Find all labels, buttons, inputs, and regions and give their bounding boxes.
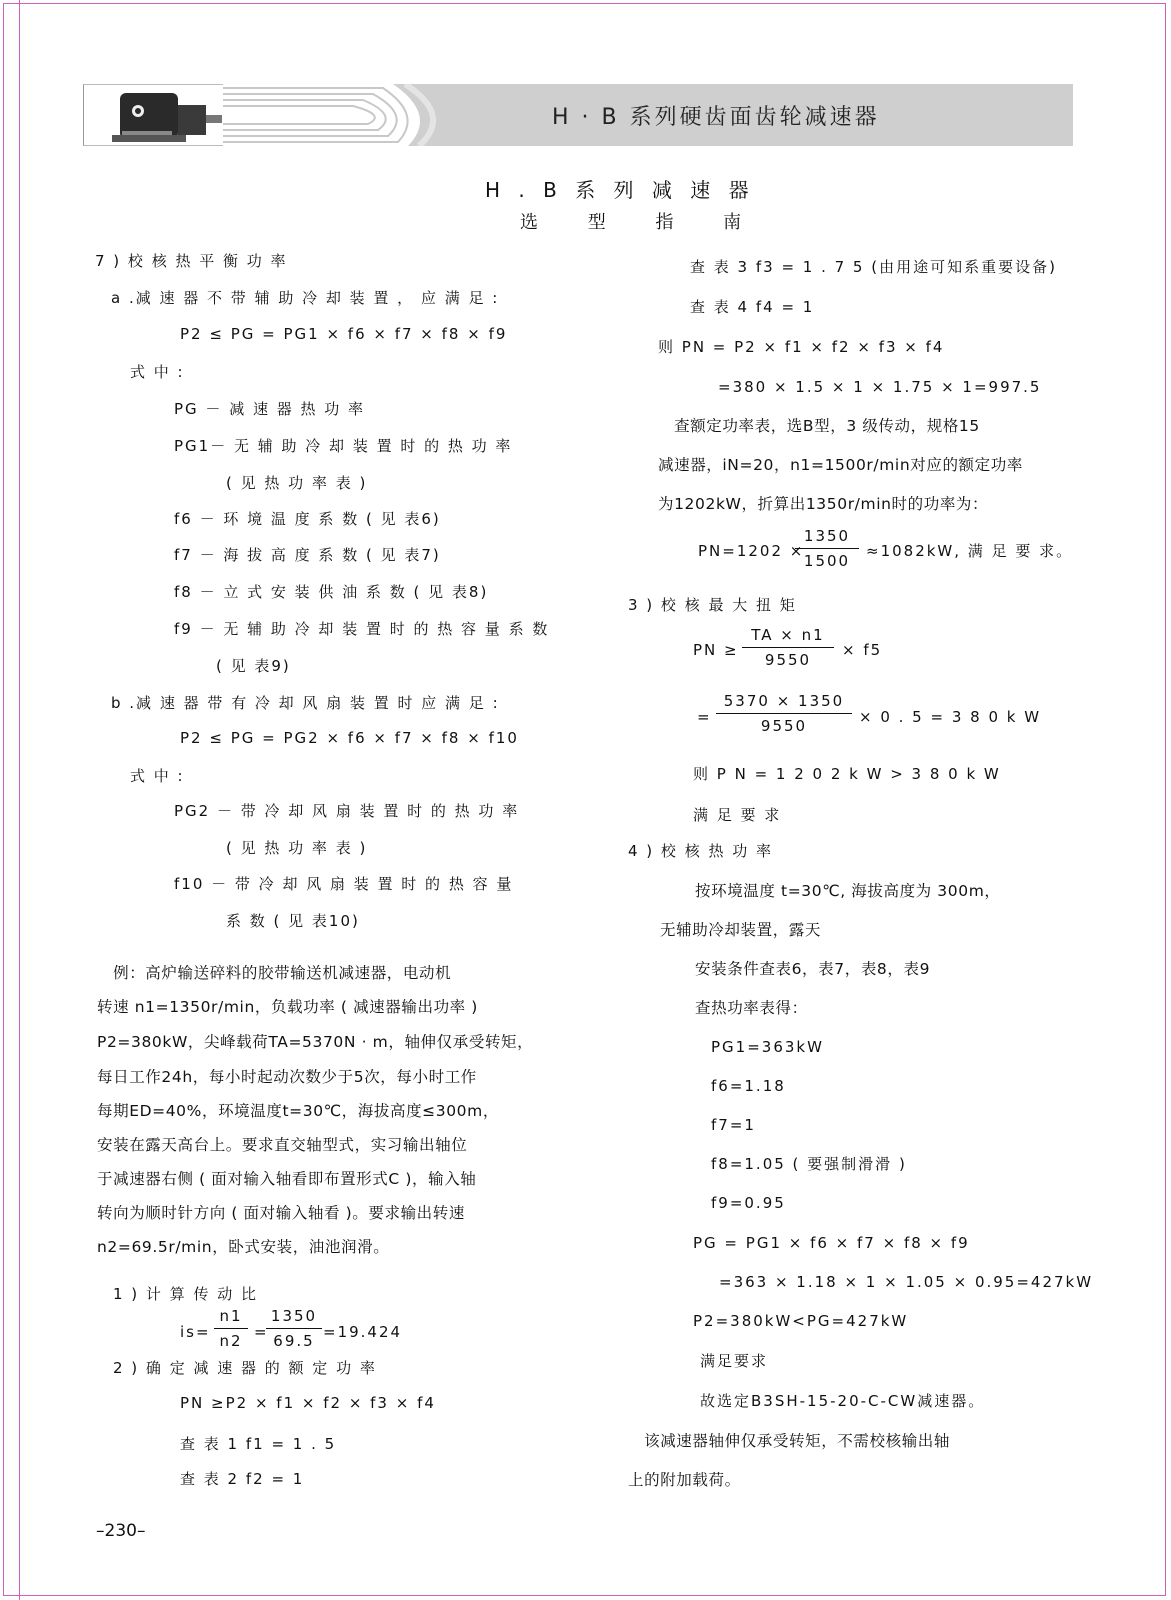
- f7-def: f7 － 海 拔 高 度 系 数 ( 见 表7): [174, 546, 441, 564]
- f9-note: ( 见 表9): [216, 657, 291, 675]
- page-trim-guide: [19, 0, 20, 1600]
- example-line: 每日工作24h，每小时起动次数少于5次，每小时工作: [97, 1068, 477, 1086]
- torque-num-value: 5370 × 1350: [716, 692, 852, 714]
- banner-title: H · B 系列硬齿面齿轮减速器: [552, 105, 880, 130]
- cond-line: 按环境温度 t=30℃, 海拔高度为 300m，: [695, 882, 1001, 900]
- torque-fraction: [742, 626, 834, 669]
- rated-line: 为1202kW，折算出1350r/min时的功率为：: [658, 495, 989, 513]
- case-b-formula: P2 ≤ PG = PG2 × f6 × f7 × f8 × f10: [180, 729, 519, 747]
- pn-num: 1350: [795, 527, 859, 549]
- step-1-heading: 1 ) 计 算 传 动 比: [113, 1285, 259, 1303]
- torque-compare: 则 P N = 1 2 0 2 k W > 3 8 0 k W: [693, 765, 1001, 783]
- ratio-den: 69.5: [273, 1332, 315, 1350]
- torque-num: TA × n1: [742, 626, 834, 648]
- final-line: 该减速器轴伸仅承受转矩，不需校核输出轴: [628, 1432, 951, 1450]
- torque-lhs: PN ≥: [693, 641, 739, 659]
- step-3-heading: 3 ) 校 核 最 大 扭 矩: [628, 596, 797, 614]
- ratio-result: =19.424: [323, 1323, 403, 1341]
- step-2-heading: 2 ) 确 定 减 速 器 的 额 定 功 率: [113, 1359, 377, 1377]
- case-a-formula: P2 ≤ PG = PG1 × f6 × f7 × f8 × f9: [180, 325, 508, 343]
- where-label-2: 式 中 :: [130, 767, 185, 785]
- torque-ok: 满 足 要 求: [693, 806, 782, 824]
- torque-eq: =: [697, 708, 712, 726]
- example-line: 转向为顺时针方向 ( 面对输入轴看 )。要求输出转速: [97, 1204, 465, 1222]
- section-7-heading: 7 ) 校 核 热 平 衡 功 率: [95, 252, 288, 270]
- pn-convert-result: ≈1082kW, 满 足 要 求。: [866, 542, 1074, 560]
- banner-stripes: [223, 84, 483, 146]
- value-f7: f7=1: [711, 1116, 756, 1134]
- table-2-lookup: 查 表 2 f2 = 1: [180, 1470, 305, 1488]
- main-title: H . B 系 列 减 速 器: [485, 178, 755, 202]
- pn-formula: PN ≥P2 × f1 × f2 × f3 × f4: [180, 1394, 436, 1412]
- case-b-line: b .减 速 器 带 有 冷 却 风 扇 装 置 时 应 满 足 :: [111, 694, 500, 712]
- sub-title: 选 型 指 南: [520, 212, 764, 233]
- example-line: P2=380kW，尖峰载荷TA=5370N · m，轴伸仅承受转矩，: [97, 1033, 534, 1051]
- example-line: 例：高炉输送碎料的胶带输送机减速器，电动机: [97, 964, 452, 982]
- ratio-fraction-value: [266, 1307, 322, 1350]
- f8-def: f8 － 立 式 安 装 供 油 系 数 ( 见 表8): [174, 583, 489, 601]
- f6-def: f6 － 环 境 温 度 系 数 ( 见 表6): [174, 510, 441, 528]
- torque-den-value: 9550: [760, 717, 808, 735]
- value-pg1: PG1=363kW: [711, 1038, 824, 1056]
- cond-line: 安装条件查表6，表7，表8，表9: [695, 960, 931, 978]
- p2-compare: P2=380kW<PG=427kW: [693, 1312, 909, 1330]
- f9-def: f9 － 无 辅 助 冷 却 装 置 时 的 热 容 量 系 数: [174, 620, 550, 638]
- ratio-num: 1350: [266, 1307, 322, 1329]
- value-f6: f6=1.18: [711, 1077, 786, 1095]
- page-number: –230–: [96, 1521, 146, 1541]
- example-line: 每期ED=40%，环境温度t=30℃，海拔高度≤300m，: [97, 1102, 499, 1120]
- rated-line: 查额定功率表，选B型，3 级传动，规格15: [658, 417, 980, 435]
- case-a-line: a .减 速 器 不 带 辅 助 冷 却 装 置 ， 应 满 足 :: [111, 289, 500, 307]
- cond-line: 查热功率表得：: [695, 999, 808, 1017]
- ratio-eq: =: [254, 1323, 269, 1341]
- example-line: 转速 n1=1350r/min，负载功率 ( 减速器输出功率 ): [97, 998, 478, 1016]
- pn-calc: =380 × 1.5 × 1 × 1.75 × 1=997.5: [718, 378, 1042, 396]
- rated-line: 减速器，iN=20，n1=1500r/min对应的额定功率: [658, 456, 1023, 474]
- example-line: 安装在露天高台上。要求直交轴型式，实习输出轴位: [97, 1136, 468, 1154]
- pg-calc: =363 × 1.18 × 1 × 1.05 × 0.95=427kW: [719, 1273, 1094, 1291]
- value-f9: f9=0.95: [711, 1194, 786, 1212]
- pg2-def: PG2 － 带 冷 却 风 扇 装 置 时 的 热 功 率: [174, 802, 520, 820]
- torque-result: × 0 . 5 = 3 8 0 k W: [859, 708, 1042, 726]
- table-1-lookup: 查 表 1 f1 = 1 . 5: [180, 1435, 337, 1453]
- table-3-lookup: 查 表 3 f3 = 1 . 7 5 (由用途可知系重要设备): [690, 258, 1057, 276]
- f10-def: f10 － 带 冷 却 风 扇 装 置 时 的 热 容 量: [174, 875, 514, 893]
- pg1-def: PG1－ 无 辅 助 冷 却 装 置 时 的 热 功 率: [174, 437, 513, 455]
- pg1-note: ( 见 热 功 率 表 ): [226, 474, 368, 492]
- f10-note: 系 数 ( 见 表10): [226, 912, 360, 930]
- example-line: n2=69.5r/min，卧式安装，油池润滑。: [97, 1238, 390, 1256]
- pg2-note: ( 见 热 功 率 表 ): [226, 839, 368, 857]
- ratio-fraction-n: [214, 1307, 248, 1350]
- table-4-lookup: 查 表 4 f4 = 1: [690, 298, 815, 316]
- value-f8: f8=1.05 ( 要强制滑滑 ): [711, 1155, 907, 1173]
- torque-den: 9550: [764, 651, 812, 669]
- pn-convert-lhs: PN=1202 ×: [698, 542, 805, 560]
- pn-then: 则 PN = P2 × f1 × f2 × f3 × f4: [658, 338, 945, 356]
- example-line: 于减速器右侧 ( 面对输入轴看即布置形式C )，输入轴: [97, 1170, 477, 1188]
- where-label: 式 中 :: [130, 363, 185, 381]
- torque-fraction-value: [716, 692, 852, 735]
- ratio-n2: n2: [219, 1332, 243, 1350]
- pn-convert-fraction: [795, 527, 859, 570]
- selection-result: 故选定B3SH-15-20-C-CW减速器。: [700, 1392, 986, 1410]
- ratio-lhs: is=: [180, 1323, 211, 1341]
- final-line: 上的附加载荷。: [628, 1471, 741, 1489]
- step-4-heading: 4 ) 校 核 热 功 率: [628, 842, 774, 860]
- heat-ok: 满足要求: [700, 1352, 769, 1370]
- ratio-n1: n1: [214, 1307, 248, 1329]
- torque-f5: × f5: [842, 641, 883, 659]
- pg-def: PG － 减 速 器 热 功 率: [174, 400, 366, 418]
- pn-den: 1500: [803, 552, 851, 570]
- pg-formula: PG = PG1 × f6 × f7 × f8 × f9: [693, 1234, 970, 1252]
- cond-line: 无辅助冷却装置，露天: [660, 921, 822, 939]
